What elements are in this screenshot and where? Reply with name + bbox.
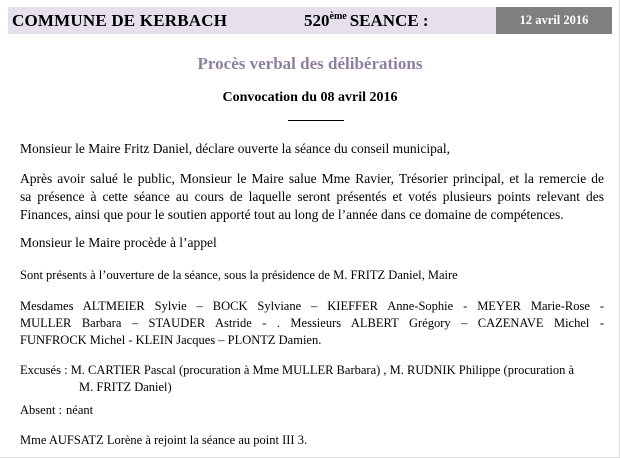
members-line: MULLER Barbara – STAUDER Astride - . Messieurs ALBERT Grégory – CAZENAVE Michel - (20, 316, 604, 330)
seance-ordinal-suffix: ème (329, 11, 347, 22)
excuses-line (20, 362, 604, 379)
absent-value: néant (66, 403, 94, 417)
late-arrival-paragraph: Mme AUFSATZ Lorène à rejoint la séance au point III 3. (20, 433, 308, 447)
members-line: FUNFROCK Michel - KLEIN Jacques – PLONTZ Damien. (20, 333, 322, 347)
members-line: Mesdames ALTMEIER Sylvie – BOCK Sylviane – KIEFFER Anne-Sophie - MEYER Marie-Rose - (20, 299, 604, 313)
seance-label: SEANCE : (349, 11, 429, 30)
presents-intro: Sont présents à l’ouverture de la séance, sous la présidence de M. FRITZ Daniel, Maire (20, 268, 458, 282)
appel-paragraph: Monsieur le Maire procède à l’appel (20, 235, 217, 250)
excuses-paragraph (20, 362, 604, 396)
seance-heading (304, 11, 429, 31)
greeting-line: Finances, ainsi que pour le soutien apporté tout au long de l’année dans ce domaine de compétences. (20, 207, 564, 222)
greeting-paragraph (20, 170, 604, 224)
excuses-label: Excusés : (20, 363, 68, 377)
excuses-line: M. FRITZ Daniel) (79, 380, 172, 394)
absent-label: Absent : (20, 403, 63, 417)
convocation-date: Convocation du 08 avril 2016 (222, 90, 398, 105)
commune-name: COMMUNE DE KERBACH (12, 11, 228, 30)
document-title: Procès verbal des délibérations (197, 54, 423, 73)
absent-paragraph (20, 402, 604, 419)
opening-paragraph: Monsieur le Maire Fritz Daniel, déclare ouverte la séance du conseil municipal, (20, 141, 450, 156)
header-band (8, 7, 612, 34)
date-badge: 12 avril 2016 (496, 7, 612, 34)
separator-rule (288, 120, 344, 121)
greeting-line: sa présence à cette séance au cours de laquelle seront présentés et votés plusieurs points relevant des (20, 189, 604, 204)
members-paragraph (20, 298, 604, 349)
greeting-line: Après avoir salué le public, Monsieur le Maire salue Mme Ravier, Trésorier principal, et la remercie de (20, 171, 604, 186)
seance-number: 520 (304, 11, 330, 30)
excuses-text: M. CARTIER Pascal (procuration à Mme MULLER Barbara) , M. RUDNIK Philippe (procuration à (70, 363, 574, 377)
